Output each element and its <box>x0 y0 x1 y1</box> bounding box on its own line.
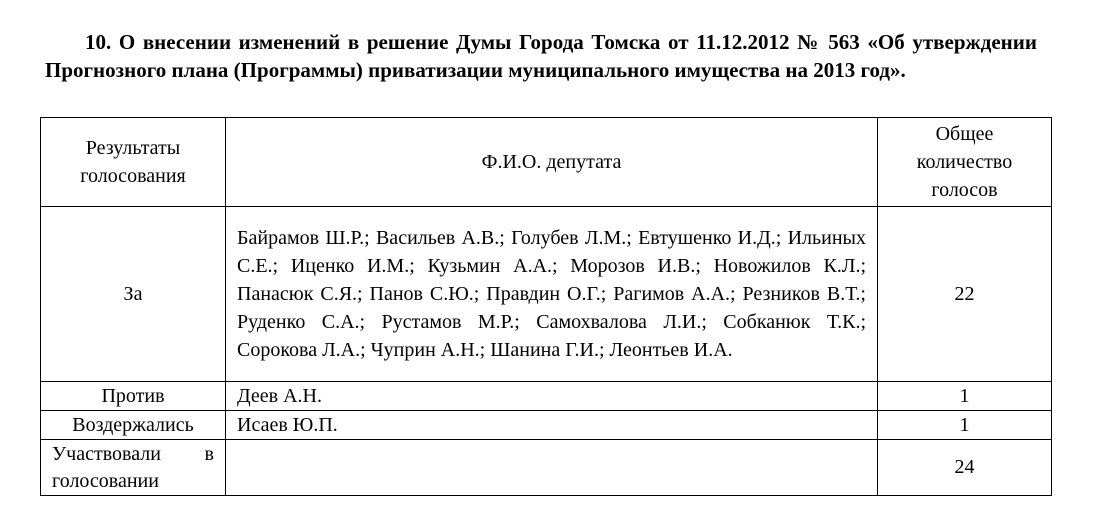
header-result: Результаты голосования <box>41 118 226 207</box>
table-row <box>41 206 1052 381</box>
row-result-against: Против <box>41 381 226 410</box>
row-result-participated: Участвовали в голосовании <box>41 440 226 496</box>
agenda-item-heading-text: 10. О внесении изменений в решение Думы Города Томска от 11.12.2012 № 563 «Об утверждении Прогнозного плана (Программы) приватизации муниципального имущества на 2013 год». <box>45 30 1037 82</box>
row-deputies-against: Деев А.Н. <box>226 381 878 410</box>
voting-results-table <box>40 117 1052 496</box>
row-total-for: 22 <box>878 206 1052 381</box>
row-deputies-abstained: Исаев Ю.П. <box>226 411 878 440</box>
row-total-participated: 24 <box>878 440 1052 496</box>
table-row <box>41 381 1052 410</box>
header-deputies: Ф.И.О. депутата <box>226 118 878 207</box>
row-deputies-participated <box>226 440 878 496</box>
table-row <box>41 440 1052 496</box>
row-result-for: За <box>41 206 226 381</box>
agenda-item-heading <box>45 28 1037 84</box>
row-deputies-for: Байрамов Ш.Р.; Васильев А.В.; Голубев Л.М.; Евтушенко И.Д.; Ильиных С.Е.; Иценко И.М.; Кузьмин А.А.; Морозов И.В.; Новожилов К.Л.; Панасюк С.Я.; Панов С.Ю.; Правдин О.Г.; Рагимов А.А.; Резников В.Т.; Руденко С.А.; Рустамов М.Р.; Самохвалова Л.И.; Собканюк Т.К.; Сорокова Л.А.; Чуприн А.Н.; Шанина Г.И.; Леонтьев И.А. <box>226 206 878 381</box>
row-total-abstained: 1 <box>878 411 1052 440</box>
table-row <box>41 411 1052 440</box>
row-result-abstained: Воздержались <box>41 411 226 440</box>
table-header-row <box>41 118 1052 207</box>
row-total-against: 1 <box>878 381 1052 410</box>
header-total: Общее количество голосов <box>878 118 1052 207</box>
